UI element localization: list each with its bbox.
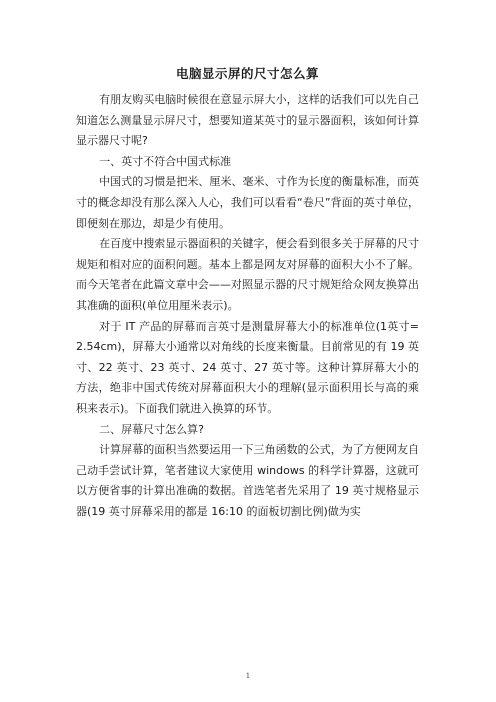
section-heading-1: 一、英寸不符合中国式标准 bbox=[99, 154, 232, 168]
paragraph-inch-standard: 对于 IT 产品的屏幕而言英寸是测量屏幕大小的标准单位(1英寸=2.54cm)，屏幕大小通常以对角线的长度来衡量。目前常见的有 19 英寸、22 英寸、23 英寸、24 英寸、27 英寸等。这种计算屏幕大小的方法，绝非中国式传统对屏幕面积大小的理解(显示面积用长与高的乘积来表示)。下面我们就进入换算的环节。 bbox=[76, 319, 419, 415]
paragraph-intro: 有朋友购买电脑时候很在意显示屏大小，这样的话我们可以先自己知道怎么测量显示屏尺寸，想要知道某英寸的显示器面积，该如何计算显示器尺寸呢? bbox=[76, 93, 419, 148]
section-heading-2: 二、屏幕尺寸怎么算? bbox=[99, 422, 204, 436]
page-number: 1 bbox=[245, 672, 251, 680]
paragraph-units: 中国式的习惯是把米、厘米、毫米、寸作为长度的衡量标准，而英寸的概念却没有那么深入人心，我们可以看看“卷尺”背面的英寸单位，即便刻在那边，却是少有使用。 bbox=[76, 175, 419, 230]
paragraph-search: 在百度中搜索显示器面积的关键字，便会看到很多关于屏幕的尺寸规矩和相对应的面积问题。基本上都是网友对屏幕的面积大小不了解。而今天笔者在此篇文章中会——对照显示器的尺寸规矩给众网友换算出其准确的面积(单位用厘米表示)。 bbox=[76, 237, 419, 312]
paragraph-calculation: 计算屏幕的面积当然要运用一下三角函数的公式，为了方便网友自己动手尝试计算，笔者建议大家使用 windows 的科学计算器，这就可以方便省事的计算出准确的数据。首选笔者先采用了 19 英寸规格显示器(19 英寸屏幕采用的都是 16:10 的面板切割比例)做为实 bbox=[76, 443, 419, 518]
document-title: 电脑显示屏的尺寸怎么算 bbox=[175, 66, 319, 81]
document-body bbox=[76, 66, 419, 522]
